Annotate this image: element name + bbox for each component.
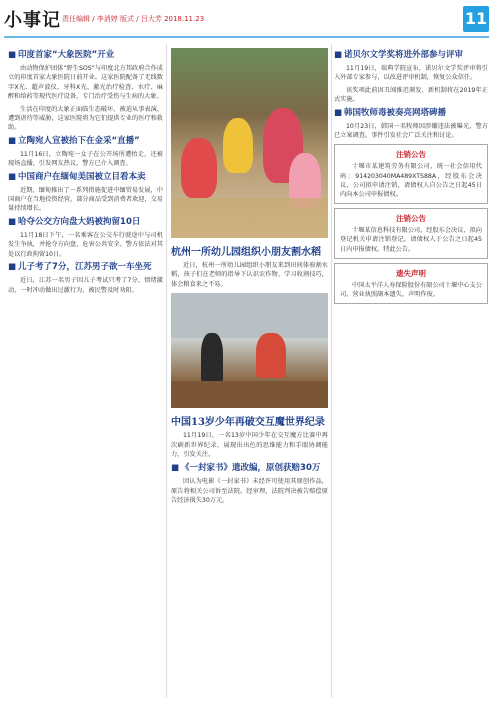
article-body: 该奖项此前因丑闻推迟颁发，新机制将在2019年正式实施。 xyxy=(334,86,488,104)
photo-caption-text: 近日，杭州一所幼儿园组织小朋友来到田间体验割水稻，孩子们在老师的指导下认识农作物、学习收割技巧，体会粮食来之不易。 xyxy=(171,262,328,288)
article-title: ■ 儿子考了7分，江苏男子欲一车坐死 xyxy=(8,262,163,273)
article-body: 近期，缅甸推出了一系列措施促进中缅贸易发展，中国商户在当地投资经营，部分商品受到消费者欢迎，交易量持续增长。 xyxy=(8,186,163,213)
article-title: ■ 哈夺公交方向盘大妈被拘留10日 xyxy=(8,217,163,228)
photo-rubiks-cube-record xyxy=(171,293,328,408)
notice-text: 中国太平洋人寿保险股份有限公司十堰中心支公司，营业执照副本遗失，声明作废。 xyxy=(340,281,482,299)
photo-kindergarten-rice-harvest xyxy=(171,48,328,238)
notice-text: 十堰某信息科技有限公司，经股东会决议，拟向登记机关申请注销登记，请债权人于公告之日起45日内申报债权。特此公告。 xyxy=(340,227,482,253)
notice-title: 注销公告 xyxy=(396,214,426,224)
photo-caption-text: 11月19日，一名13岁中国少年在交互魔方比赛中再次刷新世界纪录，展现出出色的思维能力和手眼协调能力，引发关注。 xyxy=(171,432,328,459)
article-title: ■ 诺贝尔文学奖将进外部参与评审 xyxy=(334,50,488,61)
article-body: 11月18日下午，一名乘客在公交车行驶途中与司机发生争执，并抢夺方向盘，危害公共安全。警方依法对其处以行政拘留10日。 xyxy=(8,231,163,258)
article-title: ■ 韩国牧师毒被奏亮网塔碑播 xyxy=(334,108,488,119)
photo-figure xyxy=(223,118,253,173)
column-right xyxy=(334,48,488,698)
article-body: 11月19日，瑞典学院宣布，诺贝尔文学奖评审将引入外部专家参与，以改进评审机制，恢复公众信任。 xyxy=(334,65,488,82)
notice-box xyxy=(334,208,488,259)
photo-field xyxy=(171,198,328,238)
editor-meta: 责任编辑 / 李消婷 版式 / 吕大芳 2018.11.23 xyxy=(62,15,205,23)
article-title: ■ 印度首家“大象医院”开业 xyxy=(8,50,163,61)
column-divider xyxy=(331,44,332,698)
article-body: 因认为电影《一封家书》未经许可使用其原创作品，原告将相关公司诉至法院。经审理，法院判决被告赔偿原告经济损失30万元。 xyxy=(171,478,328,505)
article-title: ■ 立陶宛人宣被抬下在金采“直播” xyxy=(8,136,163,147)
article-body: 11月16日，立陶宛一女子在公开场所遭抬走，还被现场直播，引发网友热议。警方已介入调查。 xyxy=(8,150,163,168)
photo-figure xyxy=(201,333,223,383)
photo-backdrop xyxy=(171,293,328,338)
column-left xyxy=(8,48,163,698)
article-body: 近日，江苏一名男子因儿子考试只考了7分，情绪激动，一时冲动做出过激行为，被民警及时劝阻。 xyxy=(8,277,163,294)
article-body: 10月23日，韩国一名牧师因涉嫌违法被曝光，警方已立案调查。事件引发社会广泛关注和讨论。 xyxy=(334,122,488,140)
article-title: ■ 《一封家书》遗改编，原创获赔30万 xyxy=(171,463,328,474)
photo-table xyxy=(171,381,328,408)
page-header xyxy=(4,4,489,38)
page-number-badge: 11 xyxy=(463,6,489,32)
column-center xyxy=(171,48,328,698)
photo-caption-title: 中国13岁少年再破交互魔世界纪录 xyxy=(171,417,325,429)
article-body: 生活在印度的大象正面临生态破坏、被迫从事表演、遭到虐待等威胁，这家医院将为它们提供专业的医疗和救助。 xyxy=(8,105,163,132)
article-body: 由动物保护团体“野生SOS”与印度北方邦政府合作成立的印度首家大象医院日前开业。这家医院配备了无线数字X光、超声波仪、牙科X光、激光治疗检查、水疗、麻醉和给药等现代医疗设备，专门治疗受伤与生病的大象。 xyxy=(8,65,163,101)
notice-box xyxy=(334,263,488,304)
article-title: ■ 中国商户在缅甸美国被立目看本卖 xyxy=(8,172,163,183)
notice-title: 注销公告 xyxy=(396,150,426,160)
photo-figure xyxy=(181,138,217,198)
column-divider xyxy=(166,44,167,698)
notice-box xyxy=(334,144,488,204)
photo-caption-title: 杭州一所幼儿园组织小朋友割水稻 xyxy=(171,247,321,258)
notice-text: 十堰市某建筑劳务有限公司，统一社会信用代码：914203040MA489XTS88A，经股东会决议，公司拟申请注销，请债权人自公告之日起45日内向本公司申报债权。 xyxy=(340,163,482,199)
brand-title: 小事记 xyxy=(4,10,61,31)
photo-figure xyxy=(256,333,286,378)
notice-title: 遗失声明 xyxy=(396,268,426,278)
